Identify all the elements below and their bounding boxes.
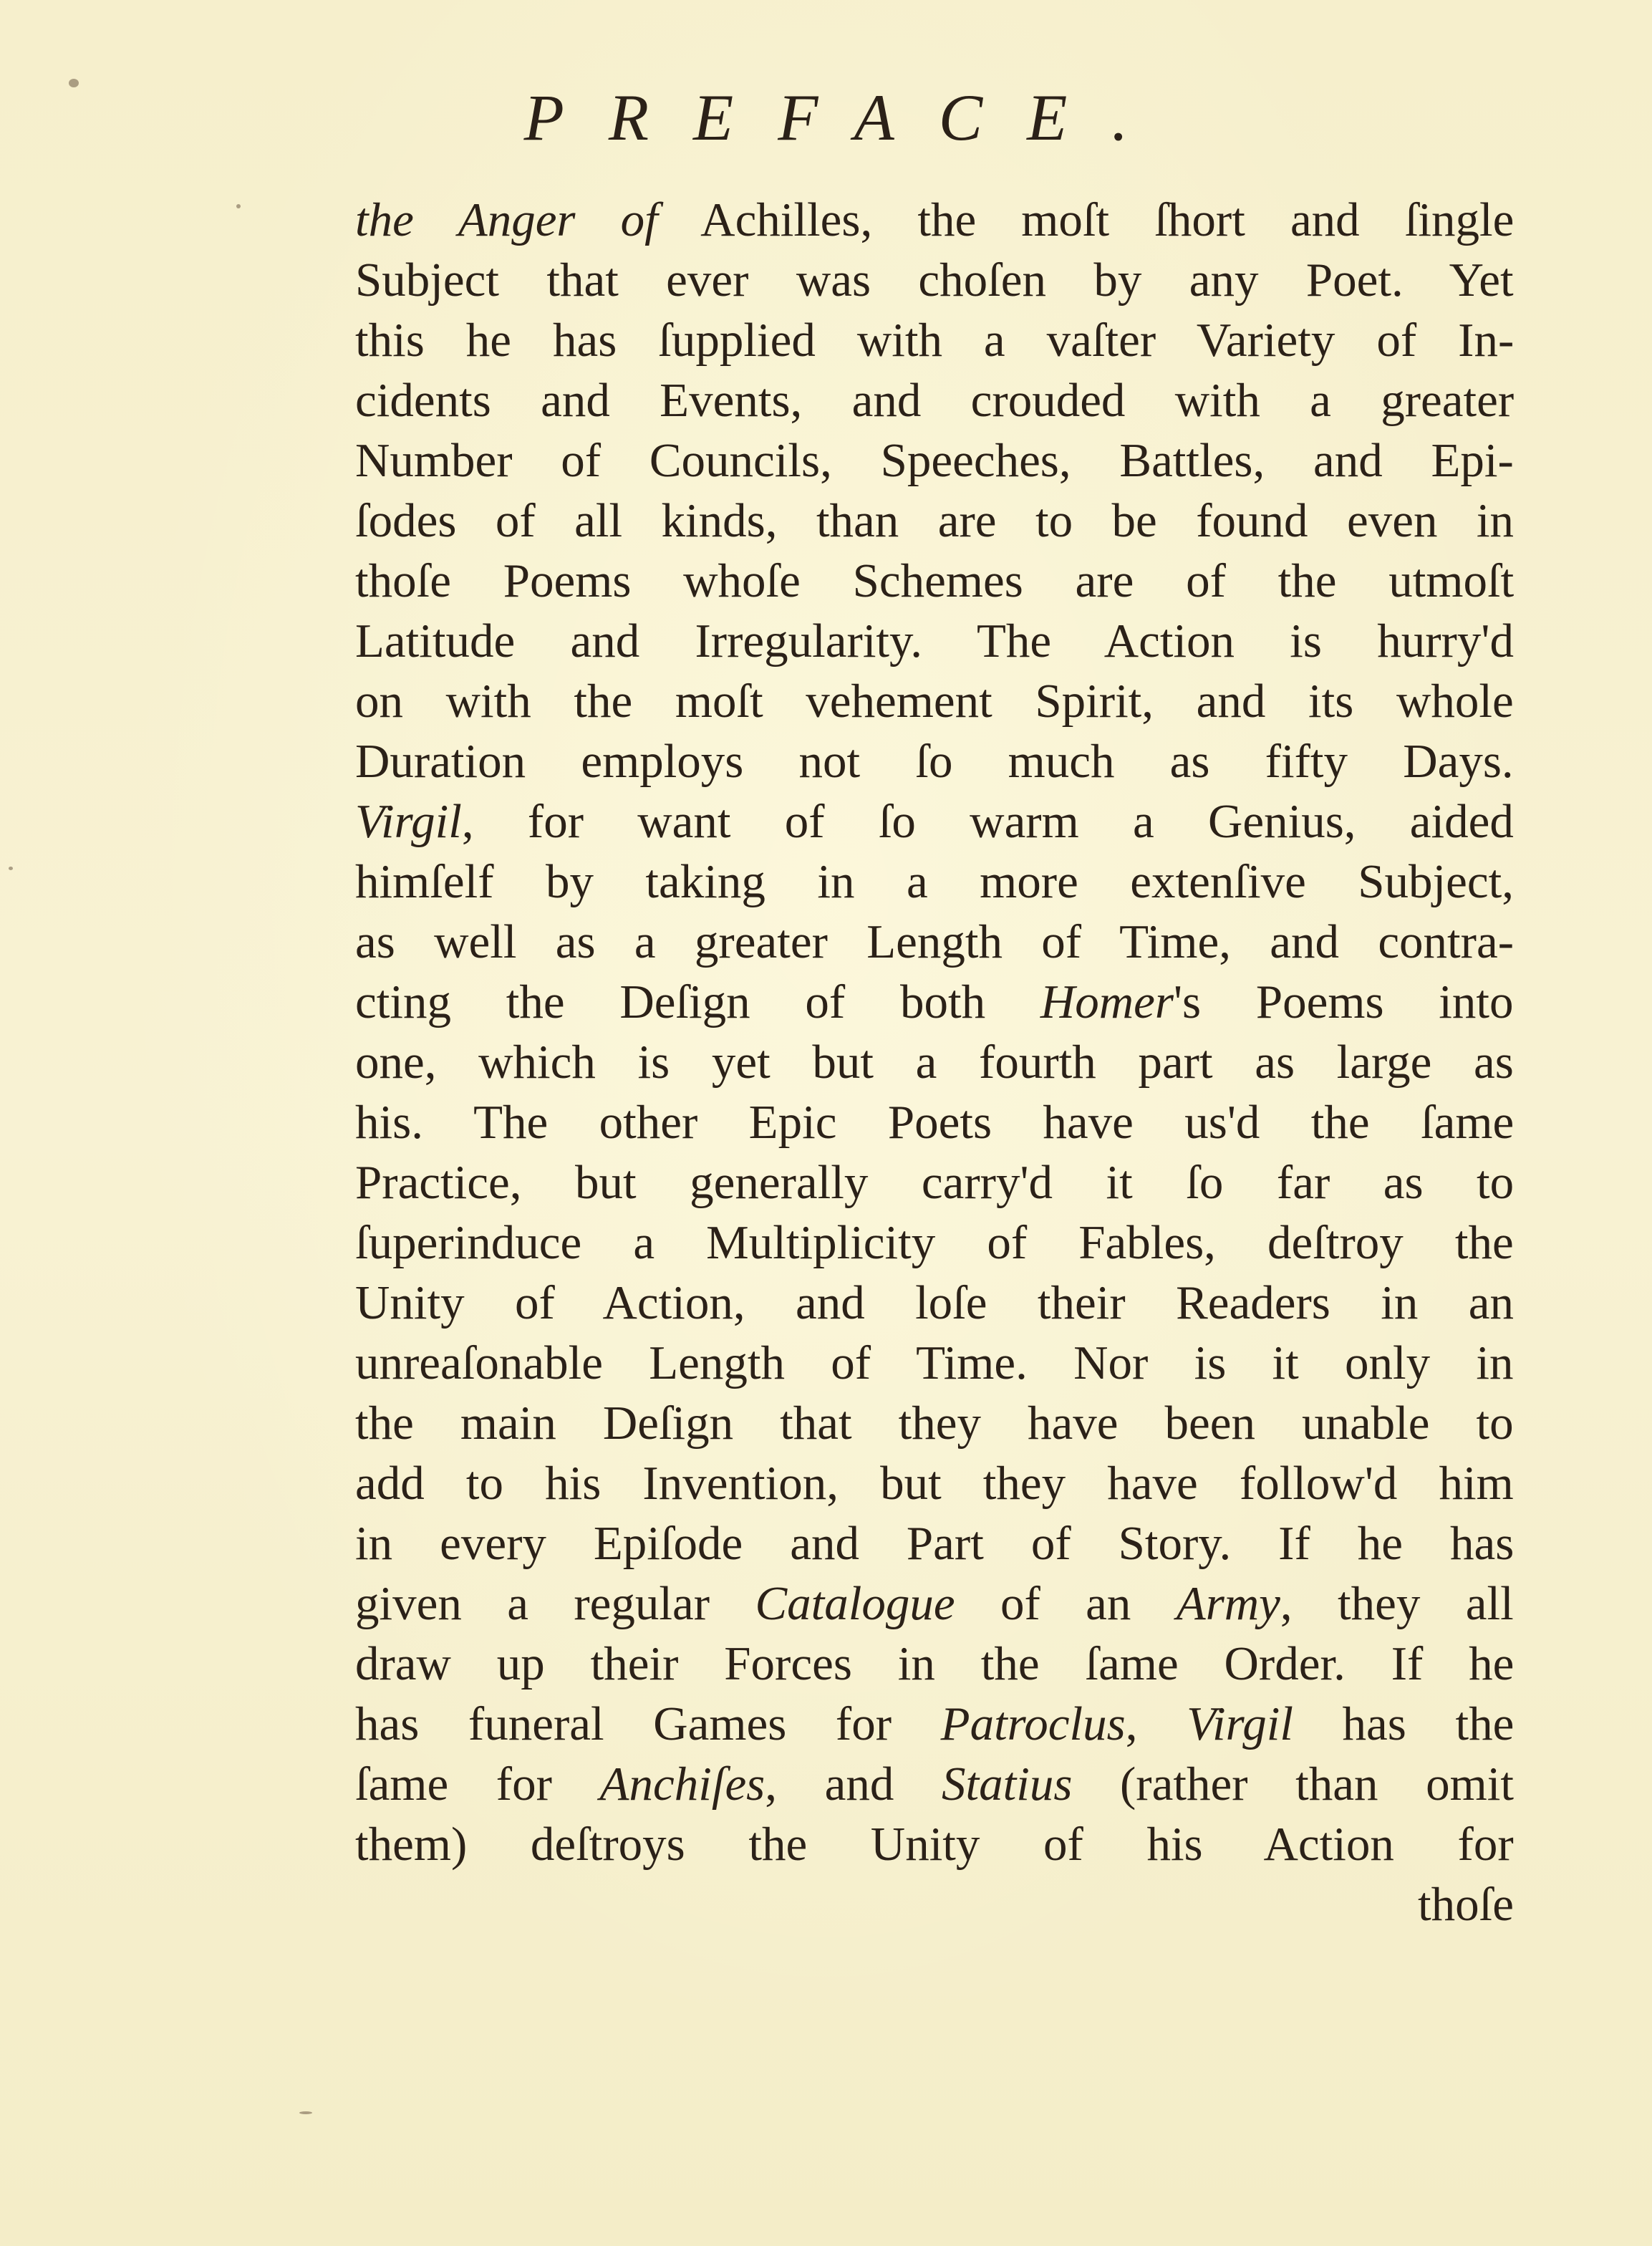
text-line	[355, 611, 1514, 671]
text-segment: ,	[1125, 1697, 1187, 1750]
italic-text: Anchiſes	[599, 1758, 765, 1811]
text-line	[355, 310, 1514, 370]
text-segment: given a regular	[355, 1577, 755, 1630]
text-segment: Number of Councils, Speeches, Battles, and Epi-	[355, 434, 1514, 487]
text-segment: ſuperinduce a Multiplicity of Fables, deſtroy the	[355, 1216, 1514, 1269]
text-line	[355, 791, 1514, 852]
text-segment: ſame for	[355, 1758, 600, 1811]
text-line	[355, 1213, 1514, 1273]
text-segment: himſelf by taking in a more extenſive Subject,	[355, 855, 1515, 908]
text-line	[355, 1513, 1514, 1573]
text-segment: add to his Invention, but they have follow'd him	[355, 1457, 1514, 1510]
text-line	[355, 1694, 1514, 1754]
text-line	[355, 1032, 1514, 1092]
text-segment: has the	[1293, 1697, 1515, 1750]
text-segment: (rather than omit	[1072, 1758, 1514, 1811]
text-segment: thoſe Poems whoſe Schemes are of the utmoſt	[355, 554, 1515, 607]
text-line	[355, 1573, 1514, 1634]
text-segment: , for want of ſo warm a Genius, aided	[461, 795, 1514, 848]
text-line	[355, 1814, 1514, 1874]
italic-text: Virgil	[355, 795, 462, 848]
text-segment: one, which is yet but a fourth part as large as	[355, 1036, 1514, 1089]
text-line	[355, 250, 1514, 310]
text-segment: , they all	[1280, 1577, 1514, 1630]
text-line	[355, 1754, 1514, 1814]
italic-text: Army	[1176, 1577, 1280, 1630]
text-segment: 's Poems into	[1173, 975, 1514, 1028]
text-segment: cting the Deſign of both	[355, 975, 1040, 1028]
text-segment: Subject that ever was choſen by any Poet. Yet	[355, 254, 1514, 307]
italic-text: Homer	[1040, 975, 1174, 1028]
text-segment: in every Epiſode and Part of Story. If he has	[355, 1517, 1515, 1570]
text-segment: his. The other Epic Poets have us'd the ſame	[355, 1096, 1515, 1149]
foxing-speck	[9, 867, 13, 870]
text-segment: them) deſtroys the Unity of his Action for	[355, 1818, 1514, 1871]
text-segment: Practice, but generally carry'd it ſo far as to	[355, 1156, 1515, 1209]
italic-text: Catalogue	[755, 1577, 955, 1630]
foxing-speck	[236, 204, 241, 208]
text-line	[355, 1453, 1514, 1513]
text-segment: of an	[955, 1577, 1177, 1630]
foxing-speck	[69, 79, 79, 87]
text-segment: as well as a greater Length of Time, and contra-	[355, 915, 1515, 968]
text-line	[355, 430, 1514, 491]
text-segment: cidents and Events, and crouded with a greater	[355, 374, 1515, 427]
text-segment: has funeral Games for	[355, 1697, 941, 1750]
text-segment: , and	[765, 1758, 942, 1811]
italic-text: Patroclus	[940, 1697, 1126, 1750]
text-segment: Unity of Action, and loſe their Readers in an	[355, 1276, 1514, 1329]
text-line	[355, 551, 1514, 611]
text-segment: Achilles, the moſt ſhort and ſingle	[657, 193, 1515, 246]
text-line	[355, 370, 1514, 430]
text-line	[355, 1393, 1514, 1453]
italic-text: Statius	[941, 1758, 1073, 1811]
text-line	[355, 972, 1514, 1032]
text-line	[355, 1092, 1514, 1152]
text-line	[355, 852, 1514, 912]
text-segment: on with the moſt vehement Spirit, and its whole	[355, 675, 1514, 728]
italic-text: Virgil	[1187, 1697, 1293, 1750]
text-segment: Latitude and Irregularity. The Action is hurry'd	[355, 614, 1514, 667]
text-line	[355, 1152, 1514, 1213]
text-segment: unreaſonable Length of Time. Nor is it only in	[355, 1336, 1514, 1389]
text-segment: Duration employs not ſo much as fifty Days.	[355, 735, 1514, 788]
text-line	[355, 491, 1514, 551]
text-segment: draw up their Forces in the ſame Order. If he	[355, 1637, 1515, 1690]
text-line	[355, 912, 1514, 972]
text-line	[355, 671, 1514, 731]
text-line	[355, 1273, 1514, 1333]
text-line	[355, 731, 1514, 791]
text-segment: ſodes of all kinds, than are to be found even in	[355, 494, 1515, 547]
text-segment: this he has ſupplied with a vaſter Variety of In-	[355, 314, 1515, 367]
catchword: thoſe	[1418, 1878, 1514, 1931]
running-title: PREFACE.	[523, 81, 1173, 154]
foxing-speck	[299, 2111, 312, 2114]
text-line	[355, 1634, 1514, 1694]
italic-text: the Anger of	[355, 193, 658, 246]
text-line	[355, 1333, 1514, 1393]
text-line	[355, 190, 1514, 250]
text-segment: the main Deſign that they have been unable to	[355, 1397, 1514, 1450]
body-text	[355, 190, 1514, 1934]
